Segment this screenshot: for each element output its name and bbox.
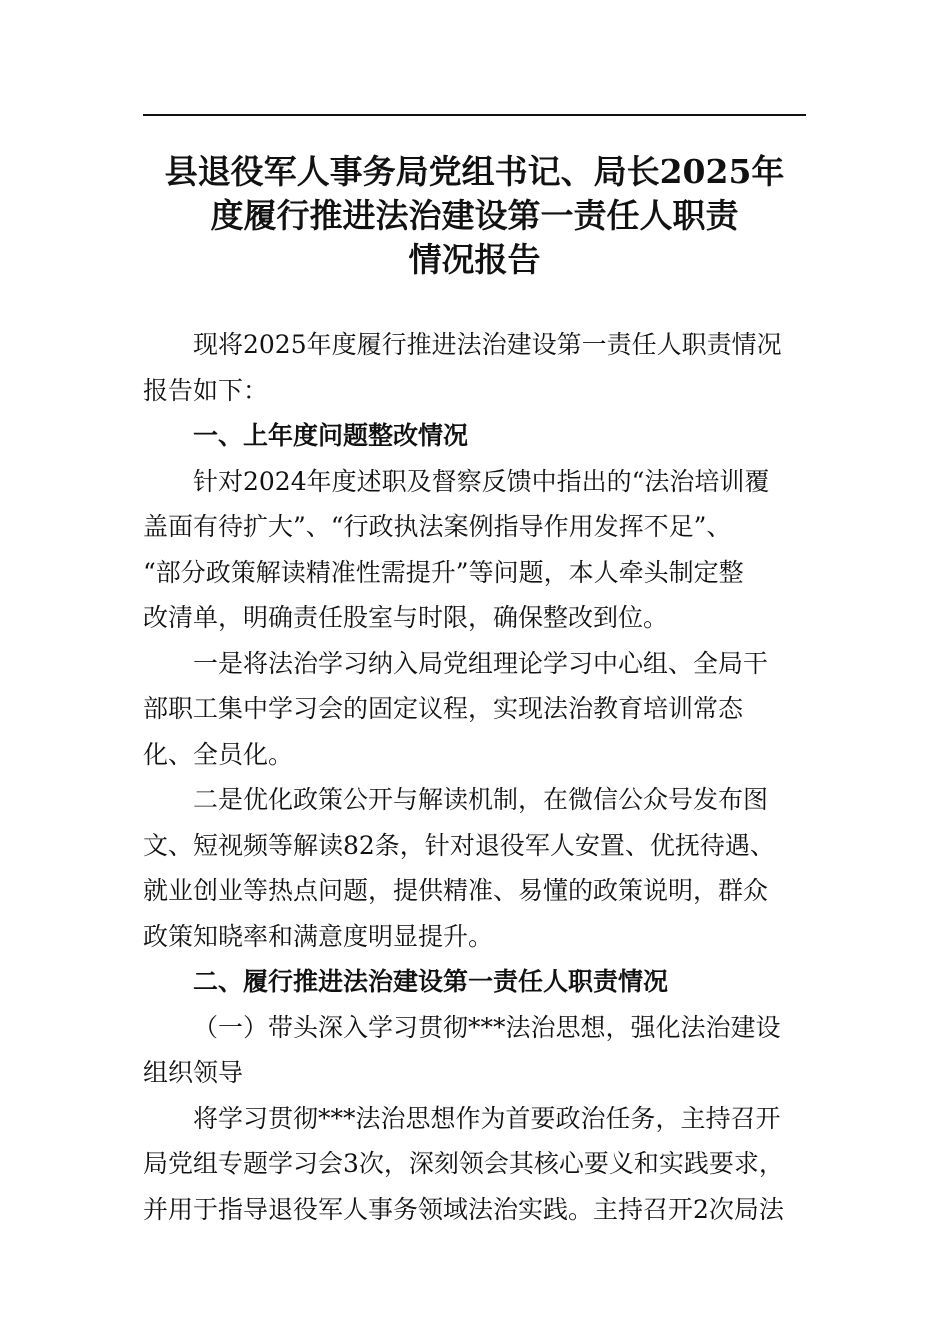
section-2-heading: 二、履行推进法治建设第一责任人职责情况 xyxy=(193,967,669,996)
section-1-paragraph-1: 针对2024年度述职及督察反馈中指出的“法治培训覆 盖面有待扩大”、“行政执法案例指导作用发挥不足”、 “部分政策解读精准性需提升”等问题，本人牵头制定整 改清单，明确责任股室与时限，确保整改到位。 xyxy=(143,466,770,632)
section-2-paragraph-1: 将学习贯彻***法治思想作为首要政治任务，主持召开 局党组专题学习会3次，深刻领会其核心要义和实践要求， 并用于指导退役军人事务领域法治实践。主持召开2次局法 xyxy=(143,1103,784,1224)
document-title xyxy=(143,150,806,282)
document-body xyxy=(143,322,807,1232)
section-1-paragraph-2: 一是将法治学习纳入局党组理论学习中心组、全局干 部职工集中学习会的固定议程，实现法治教育培训常态 化、全员化。 xyxy=(143,648,769,769)
section-1-paragraph-3: 二是优化政策公开与解读机制，在微信公众号发布图 文、短视频等解读82条，针对退役军人安置、优抚待遇、 就业创业等热点问题，提供精准、易懂的政策说明，群众 政策知晓率和满意度明显提升。 xyxy=(143,785,775,951)
title-line: 情况报告 xyxy=(408,240,541,279)
section-1-heading: 一、上年度问题整改情况 xyxy=(193,421,469,450)
intro-paragraph: 现将2025年度履行推进法治建设第一责任人职责情况 报告如下： xyxy=(143,330,782,405)
section-2-subheading-1: （一）带头深入学习贯彻***法治思想，强化法治建设 组织领导 xyxy=(143,1012,781,1087)
title-line: 度履行推进法治建设第一责任人职责 xyxy=(210,196,739,235)
header-rule xyxy=(143,114,806,116)
title-line: 县退役军人事务局党组书记、局长2025年 xyxy=(164,152,785,191)
